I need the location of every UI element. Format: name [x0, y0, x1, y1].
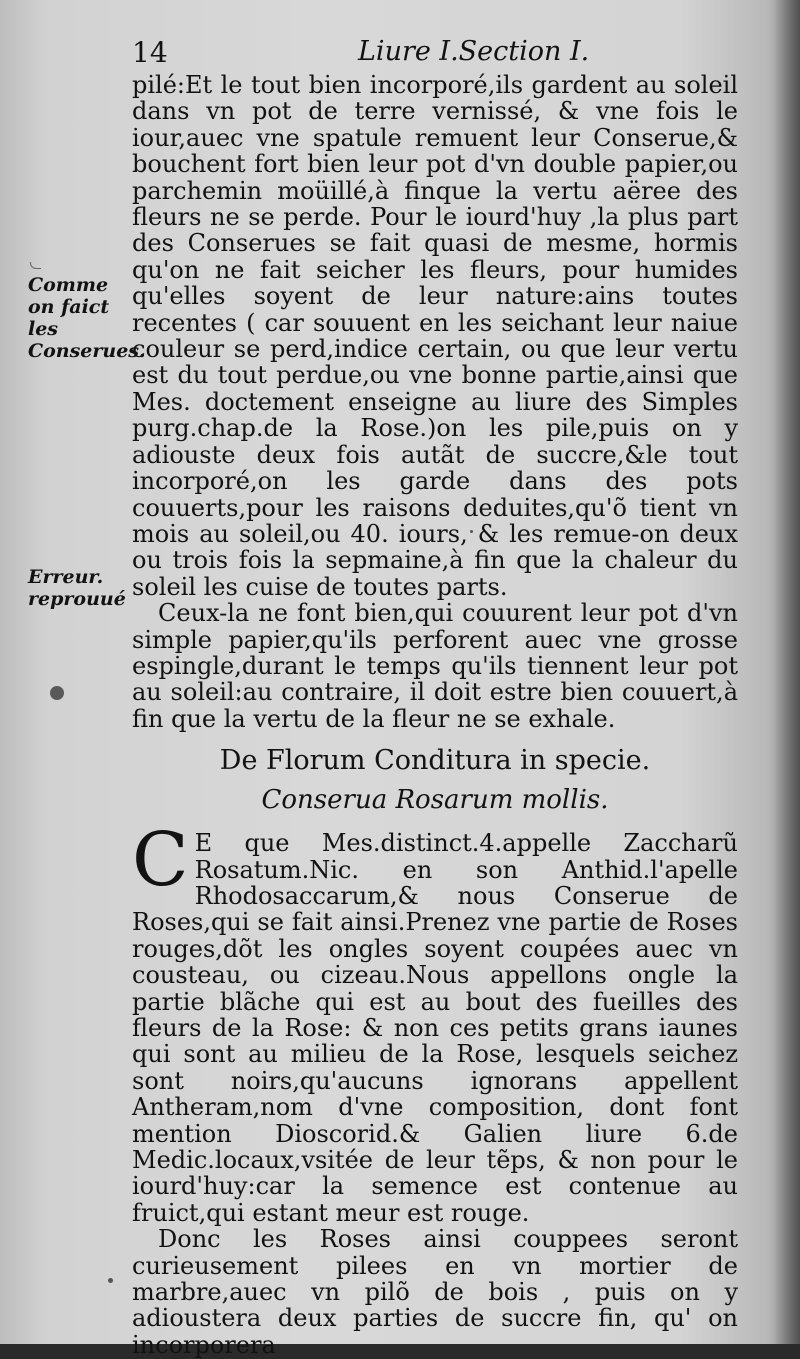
ink-speck	[108, 1278, 113, 1283]
recipe-heading: Conserua Rosarum mollis.	[261, 785, 609, 816]
section-heading: De Florum Conditura in specie.	[219, 745, 651, 777]
margin-note-erreur: Erreur. reprouué	[28, 566, 126, 610]
page-number: 14	[132, 36, 168, 69]
paragraph-2: Ceux-la ne font bien,qui couurent leur pot d'vn simple papier,qu'ils perforent auec vne grosse espingle,durant le temps qu'ils tiennent leur pot au soleil:au contraire, il doit estre bien couuert,à fin que la vertu de la fleur ne se exhale.	[132, 599, 738, 733]
drop-cap: C	[132, 817, 189, 904]
paragraph-1: pilé:Et le tout bien incorporé,ils gardent au soleil dans vn pot de terre vernissé, & vne fois le iour,auec vne spatule remuent leur Conserue,& bouchent fort bien leur pot d'vn double papier,ou parchemin moüillé,à finque la vertu aëree des fleurs ne se perde. Pour le iourd'huy ,la plus part des Conserues se fait quasi de mesme, hormis qu'on ne fait seicher les fleurs, pour humides qu'elles soyent de leur nature:ains toutes recentes ( car souuent en les seichant leur naiue couleur se perd,indice certain, ou que leur vertu est du tout perdue,ou vne bonne partie,ainsi que Mes. doctement enseigne au liure des Simples purg.chap.de la Rose.)on les pile,puis on y adiouste deux fois autãt de succre,&le tout incorporé,on les garde dans des pots couuerts,pour les raisons deduites,qu'õ tient vn mois au soleil,ou 40. iours, & les remue-on deux ou trois fois la sepmaine,à fin que la chaleur du soleil les cuise de toutes parts.	[132, 71, 738, 601]
book-section-title: Liure I.Section I.	[358, 36, 590, 67]
running-head	[132, 36, 752, 68]
text-body	[132, 72, 738, 1358]
margin-tick-mark	[30, 262, 41, 269]
paragraph-3-text: E que Mes.distinct.4.appelle Zaccharũ Rosatum.Nic. en son Anthid.l'apelle Rhodosaccarum,& nous Conserue de Roses,qui se fait ainsi.Prenez vne partie de Roses rouges,dõt les ongles soyent coupées auec vn cousteau, ou cizeau.Nous appellons ongle la partie blãche qui est au bout des fueilles des fleurs de la Rose: & non ces petits grans iaunes qui sont au milieu de la Rose, lesquels seichez sont noirs,qu'aucuns ignorans appellent Antheram,nom d'vne composition, dont font mention Dioscorid.& Galien liure 6.de Medic.locaux,vsitée de leur tẽps, & non pour le iourd'huy:car la semence est contenue au fruict,qui estant meur est rouge.	[132, 829, 738, 1227]
margin-note-conserues: Comme on faict les Conserues.	[28, 274, 146, 362]
paragraph-4: Donc les Roses ainsi couppees seront curieusement pilees en vn mortier de marbre,auec vn pilõ de bois , puis on y adioustera deux parties de succre fin, qu' on incorporera	[132, 1225, 738, 1359]
paragraph-3	[132, 817, 738, 1227]
ink-blot	[50, 686, 64, 700]
